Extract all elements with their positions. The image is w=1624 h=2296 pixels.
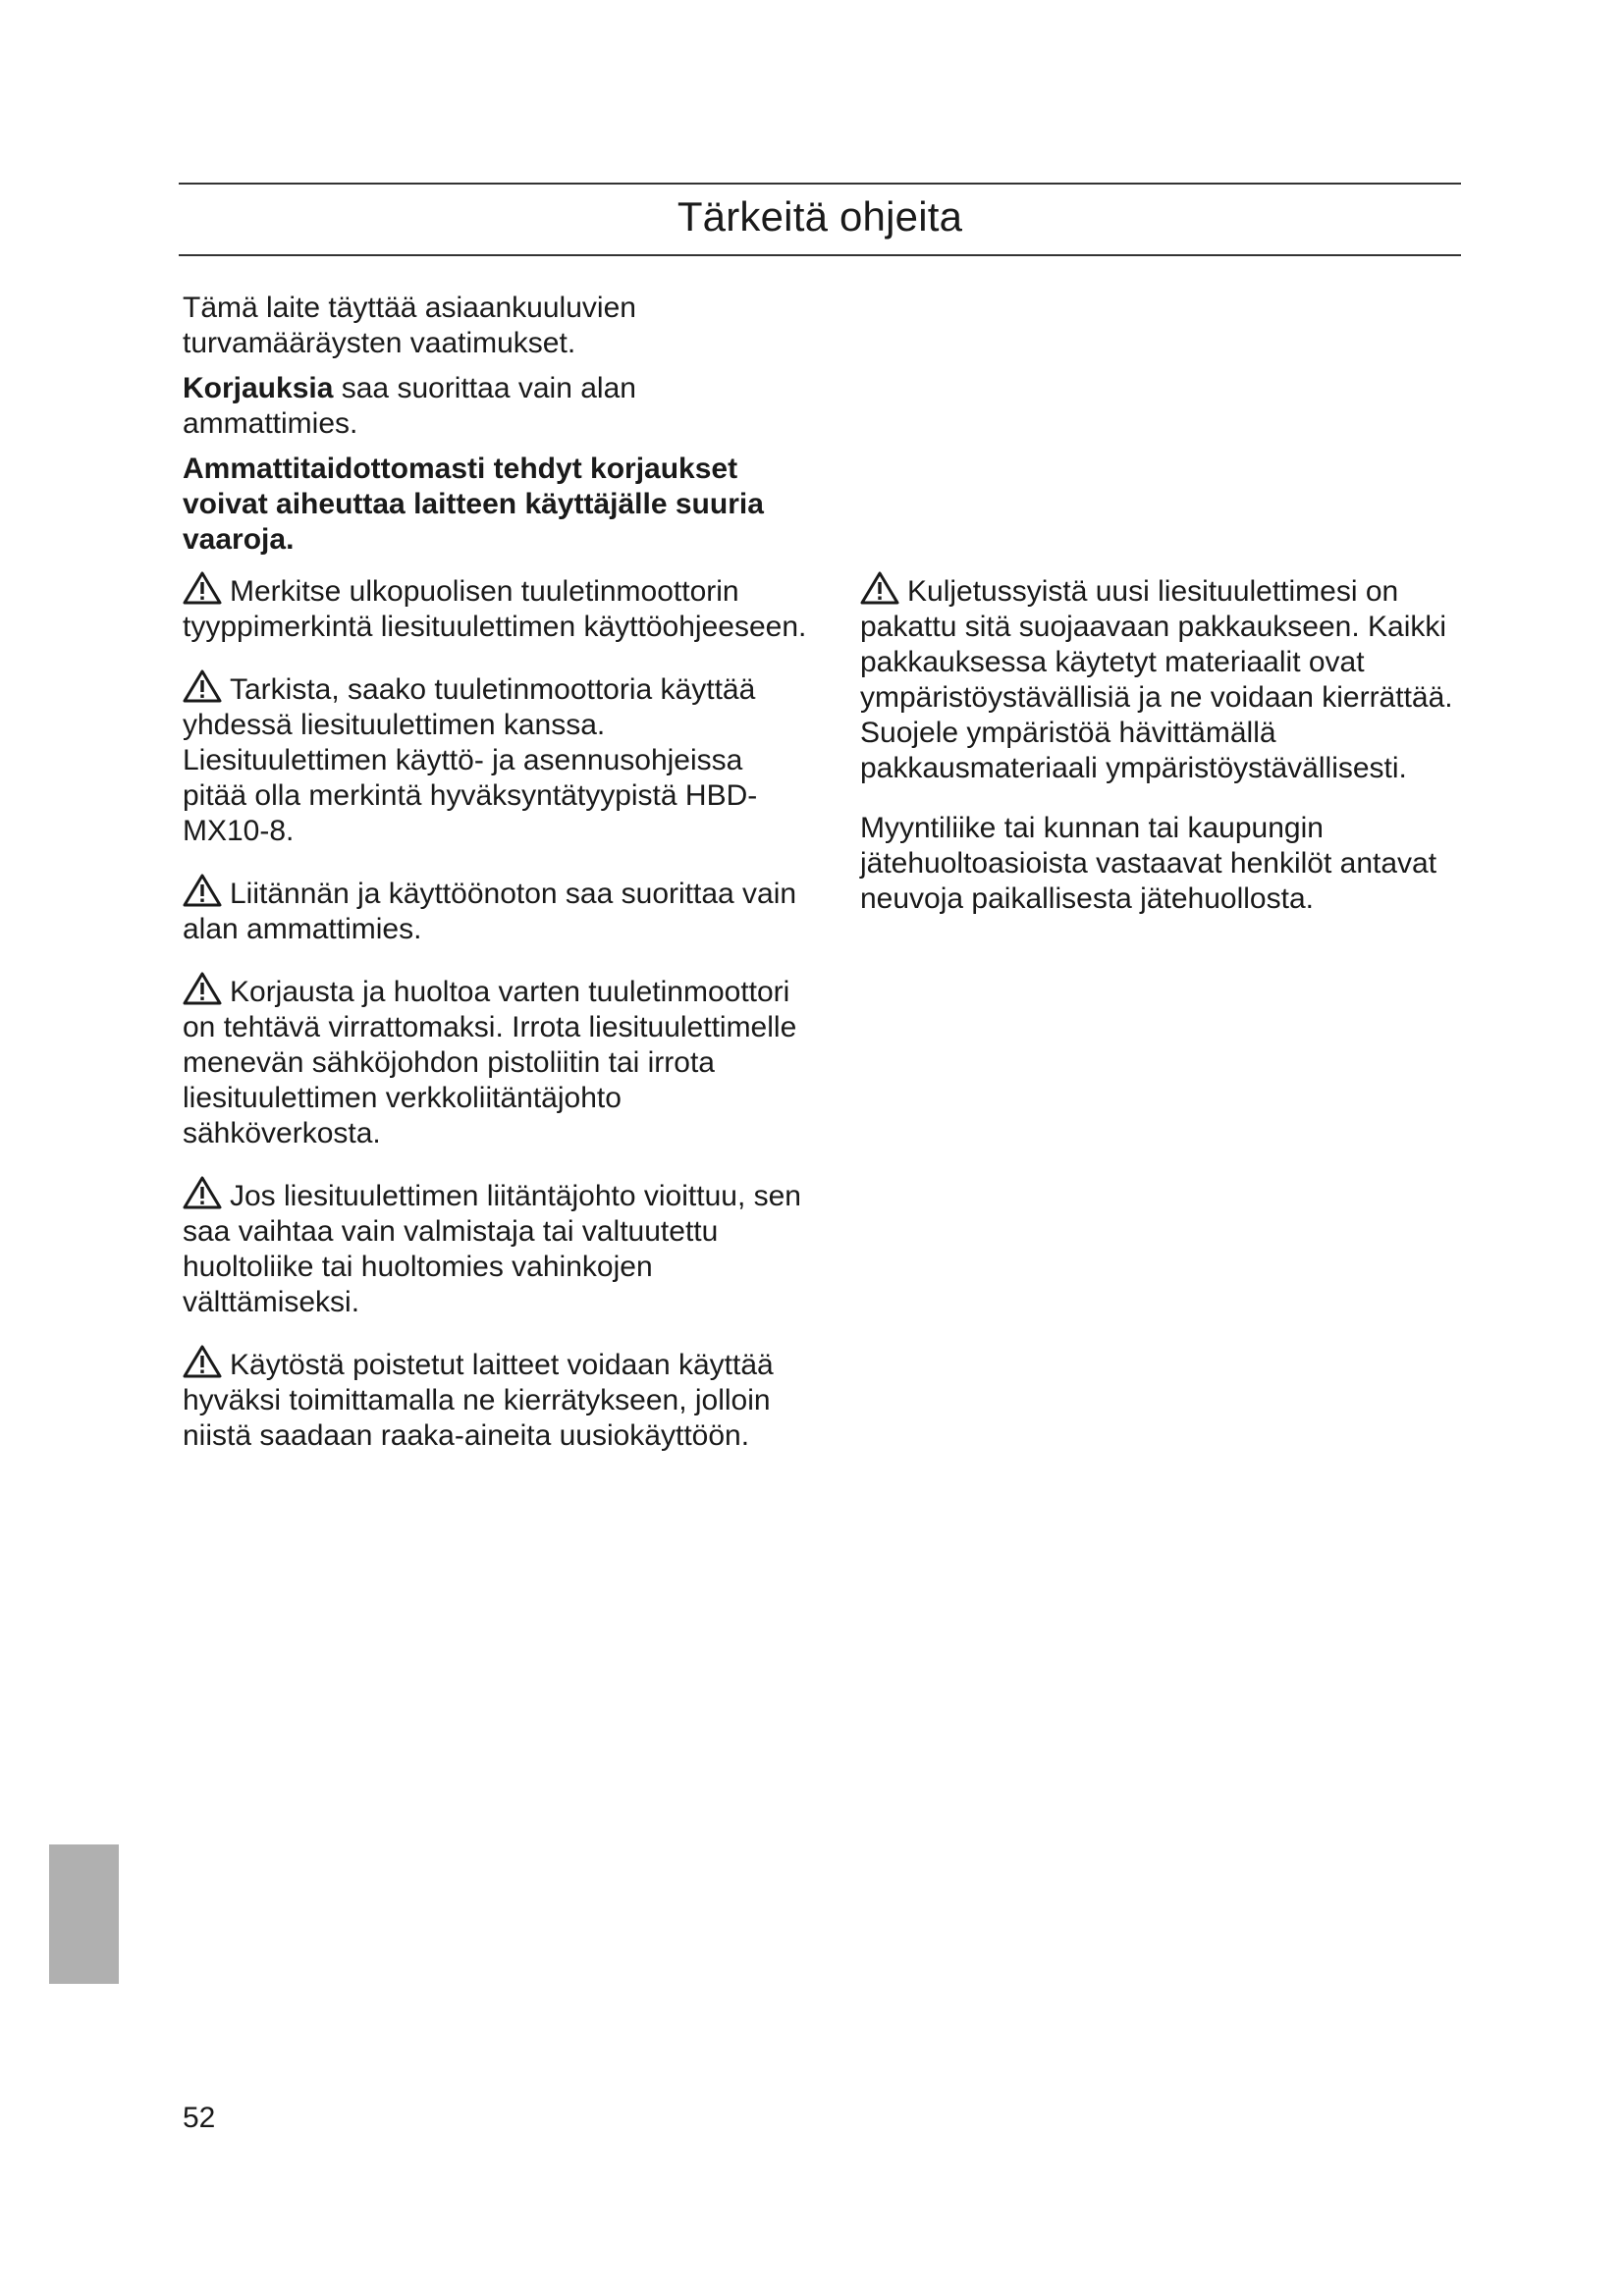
warning-text: Merkitse ulkopuolisen tuuletinmoottorin tyyppimerkintä liesituulettimen käyttöohjeeseen. bbox=[183, 575, 807, 643]
repair-lead: Korjauksia bbox=[183, 372, 334, 404]
warning-text: Jos liesituulettimen liitäntäjohto vioittuu, sen saa vaihtaa vain valmistaja tai valtuutettu huoltoliike tai huoltomies vahinkojen välttämiseksi. bbox=[183, 1180, 801, 1318]
warning-item bbox=[183, 669, 811, 849]
section-tab-marker bbox=[49, 1844, 119, 1984]
title-rule-top bbox=[179, 183, 1461, 185]
warning-item bbox=[183, 571, 811, 645]
warning-text: Korjausta ja huoltoa varten tuuletinmoottori on tehtävä virrattomaksi. Irrota liesituulettimelle menevän sähköjohdon pistoliitin tai irrota liesituulettimen verkkoliitäntäjohto sähköverkosta. bbox=[183, 976, 797, 1149]
left-column bbox=[183, 571, 811, 1478]
warning-item bbox=[183, 972, 811, 1151]
warning-text: Liitännän ja käyttöönoton saa suorittaa vain alan ammattimies. bbox=[183, 878, 797, 945]
disposal-paragraph: Myyntiliike tai kunnan tai kaupungin jätehuoltoasioista vastaavat henkilöt antavat neuvoja paikallisesta jätehuollosta. bbox=[860, 812, 1437, 915]
page-title: Tärkeitä ohjeita bbox=[677, 193, 963, 240]
warning-triangle-icon bbox=[183, 669, 222, 703]
warning-text: Käytöstä poistetut laitteet voidaan käyttää hyväksi toimittamalla ne kierrätykseen, jolloin niistä saadaan raaka-aineita uusiokäyttöön. bbox=[183, 1349, 774, 1452]
warning-item bbox=[183, 1345, 811, 1454]
warning-triangle-icon bbox=[183, 972, 222, 1005]
warning-text: Tarkista, saako tuuletinmoottoria käyttää yhdessä liesituulettimen kanssa. Liesituulettimen käyttö- ja asennusohjeissa pitää olla merkintä hyväksyntätyypistä HBD-MX10-8. bbox=[183, 673, 758, 847]
intro-paragraph: Tämä laite täyttää asiaankuuluvien turvamääräysten vaatimukset. bbox=[183, 292, 636, 359]
page-number: 52 bbox=[183, 2102, 216, 2134]
warning-triangle-icon bbox=[183, 874, 222, 907]
right-column bbox=[860, 571, 1469, 941]
warning-triangle-icon bbox=[183, 1345, 222, 1378]
warning-triangle-icon bbox=[183, 571, 222, 605]
warning-triangle-icon bbox=[860, 571, 899, 605]
title-rule-bottom bbox=[179, 254, 1461, 256]
warning-item bbox=[183, 1176, 811, 1320]
warning-item bbox=[860, 571, 1469, 786]
warning-text: Kuljetussyistä uusi liesituulettimesi on pakattu sitä suojaavaan pakkaukseen. Kaikki pakkauksessa käytetyt materiaalit ovat ympäristöystävällisiä ja ne voidaan kierrättää. Suojele ympäristöä hävittämällä pakkausmateriaali ympäristöystävällisesti. bbox=[860, 575, 1453, 784]
repair-text: saa suorittaa vain alan ammattimies. bbox=[183, 372, 636, 440]
warning-triangle-icon bbox=[183, 1176, 222, 1209]
warning-item bbox=[183, 874, 811, 947]
repair-paragraph bbox=[183, 371, 811, 442]
danger-paragraph: Ammattitaidottomasti tehdyt korjaukset voivat aiheuttaa laitteen käyttäjälle suuria vaaroja. bbox=[183, 453, 764, 556]
intro-section bbox=[183, 291, 811, 567]
